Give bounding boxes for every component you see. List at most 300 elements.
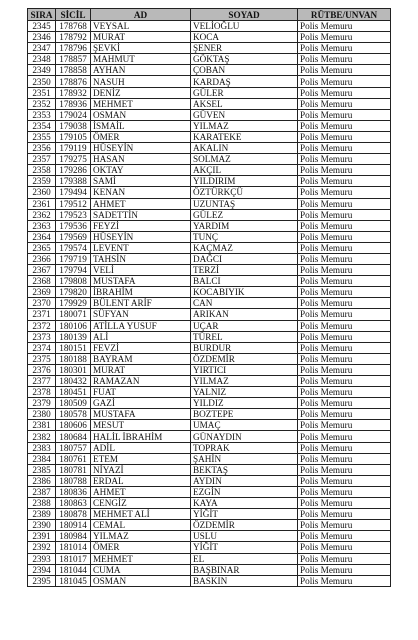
sira-cell: 2390 [28,520,56,531]
table-row [28,76,391,87]
rutbe-cell: Polis Memuru [298,309,391,320]
table-row [28,364,391,375]
ad-cell: ADİL [91,442,191,453]
table-row [28,464,391,475]
sicil-cell: 181014 [56,542,91,553]
ad-cell: MESUT [91,420,191,431]
table-row [28,65,391,76]
sicil-cell: 179808 [56,276,91,287]
table-row [28,21,391,32]
sira-cell: 2363 [28,220,56,231]
sicil-cell: 180301 [56,364,91,375]
sira-cell: 2377 [28,376,56,387]
soyad-cell: YARDIM [191,220,298,231]
personnel-table [27,8,391,587]
soyad-cell: AYDIN [191,475,298,486]
sicil-cell: 179536 [56,220,91,231]
sira-cell: 2352 [28,98,56,109]
header-rutbe-unvan: RÜTBE/UNVAN [298,9,391,21]
rutbe-cell: Polis Memuru [298,353,391,364]
soyad-cell: BAŞBINAR [191,564,298,575]
rutbe-cell: Polis Memuru [298,553,391,564]
soyad-cell: KOCABIYIK [191,287,298,298]
soyad-cell: CAN [191,298,298,309]
soyad-cell: YIRTICI [191,364,298,375]
header-soyad: SOYAD [191,9,298,21]
rutbe-cell: Polis Memuru [298,154,391,165]
header-row [28,9,391,21]
sicil-cell: 180984 [56,531,91,542]
sira-cell: 2365 [28,242,56,253]
table-row [28,43,391,54]
sira-cell: 2380 [28,409,56,420]
ad-cell: HALİL İBRAHİM [91,431,191,442]
soyad-cell: EL [191,553,298,564]
rutbe-cell: Polis Memuru [298,65,391,76]
sira-cell: 2366 [28,253,56,264]
rutbe-cell: Polis Memuru [298,287,391,298]
table-row [28,198,391,209]
sicil-cell: 180578 [56,409,91,420]
soyad-cell: BEKTAŞ [191,464,298,475]
sicil-cell: 180151 [56,342,91,353]
sira-cell: 2348 [28,54,56,65]
ad-cell: ÖMER [91,131,191,142]
table-row [28,398,391,409]
sicil-cell: 178857 [56,54,91,65]
ad-cell: OSMAN [91,575,191,586]
sira-cell: 2367 [28,265,56,276]
table-row [28,564,391,575]
rutbe-cell: Polis Memuru [298,376,391,387]
ad-cell: ALİ [91,331,191,342]
table-row [28,453,391,464]
table-row [28,253,391,264]
sira-cell: 2378 [28,387,56,398]
rutbe-cell: Polis Memuru [298,176,391,187]
sicil-cell: 179569 [56,231,91,242]
rutbe-cell: Polis Memuru [298,209,391,220]
rutbe-cell: Polis Memuru [298,276,391,287]
sira-cell: 2388 [28,498,56,509]
sicil-cell: 181045 [56,575,91,586]
rutbe-cell: Polis Memuru [298,242,391,253]
sicil-cell: 178792 [56,32,91,43]
sira-cell: 2361 [28,198,56,209]
soyad-cell: VELİOĞLU [191,21,298,32]
table-row [28,553,391,564]
soyad-cell: ŞENER [191,43,298,54]
sira-cell: 2351 [28,87,56,98]
sicil-cell: 179719 [56,253,91,264]
header-sira: SIRA [28,9,56,21]
ad-cell: FUAT [91,387,191,398]
table-row [28,120,391,131]
rutbe-cell: Polis Memuru [298,320,391,331]
sicil-cell: 178936 [56,98,91,109]
sicil-cell: 179119 [56,143,91,154]
sicil-cell: 180684 [56,431,91,442]
rutbe-cell: Polis Memuru [298,298,391,309]
soyad-cell: GÜNAYDIN [191,431,298,442]
rutbe-cell: Polis Memuru [298,143,391,154]
ad-cell: VELİ [91,265,191,276]
sicil-cell: 180836 [56,486,91,497]
soyad-cell: BALCI [191,276,298,287]
sicil-cell: 180863 [56,498,91,509]
sicil-cell: 181017 [56,553,91,564]
soyad-cell: YILDIRIM [191,176,298,187]
ad-cell: HASAN [91,154,191,165]
table-row [28,231,391,242]
rutbe-cell: Polis Memuru [298,442,391,453]
rutbe-cell: Polis Memuru [298,409,391,420]
soyad-cell: KAYA [191,498,298,509]
sira-cell: 2345 [28,21,56,32]
table-row [28,98,391,109]
table-row [28,342,391,353]
table-row [28,242,391,253]
soyad-cell: ÇOBAN [191,65,298,76]
rutbe-cell: Polis Memuru [298,98,391,109]
soyad-cell: BOZTEPE [191,409,298,420]
sira-cell: 2359 [28,176,56,187]
sira-cell: 2384 [28,453,56,464]
ad-cell: MAHMUT [91,54,191,65]
soyad-cell: TUNÇ [191,231,298,242]
soyad-cell: YALNIZ [191,387,298,398]
rutbe-cell: Polis Memuru [298,32,391,43]
sira-cell: 2375 [28,353,56,364]
sira-cell: 2374 [28,342,56,353]
sira-cell: 2382 [28,431,56,442]
header-sicil: SİCİL [56,9,91,21]
soyad-cell: GÖKTAŞ [191,54,298,65]
soyad-cell: TÜREL [191,331,298,342]
sira-cell: 2393 [28,553,56,564]
sicil-cell: 180139 [56,331,91,342]
table-row [28,87,391,98]
soyad-cell: GÜLEZ [191,209,298,220]
ad-cell: TAHSİN [91,253,191,264]
sicil-cell: 180106 [56,320,91,331]
soyad-cell: TERZİ [191,265,298,276]
table-row [28,54,391,65]
sira-cell: 2347 [28,43,56,54]
table-row [28,187,391,198]
ad-cell: MEHMET [91,553,191,564]
rutbe-cell: Polis Memuru [298,187,391,198]
soyad-cell: UZUNTAŞ [191,198,298,209]
ad-cell: CUMA [91,564,191,575]
sira-cell: 2362 [28,209,56,220]
soyad-cell: KAÇMAZ [191,242,298,253]
table-row [28,176,391,187]
ad-cell: MUSTAFA [91,409,191,420]
ad-cell: ŞEVKİ [91,43,191,54]
ad-cell: İSMAİL [91,120,191,131]
sira-cell: 2356 [28,143,56,154]
sira-cell: 2369 [28,287,56,298]
sicil-cell: 178858 [56,65,91,76]
header-ad: AD [91,9,191,21]
rutbe-cell: Polis Memuru [298,364,391,375]
sira-cell: 2385 [28,464,56,475]
ad-cell: AHMET [91,198,191,209]
sira-cell: 2379 [28,398,56,409]
ad-cell: SAMİ [91,176,191,187]
sicil-cell: 180878 [56,509,91,520]
ad-cell: AYHAN [91,65,191,76]
rutbe-cell: Polis Memuru [298,21,391,32]
soyad-cell: AKSEL [191,98,298,109]
sicil-cell: 180451 [56,387,91,398]
table-row [28,265,391,276]
ad-cell: FEVZİ [91,342,191,353]
soyad-cell: KARDAŞ [191,76,298,87]
ad-cell: ERDAL [91,475,191,486]
table-body [28,21,391,587]
soyad-cell: SOLMAZ [191,154,298,165]
sira-cell: 2353 [28,109,56,120]
sicil-cell: 179494 [56,187,91,198]
sicil-cell: 180188 [56,353,91,364]
soyad-cell: YILMAZ [191,376,298,387]
soyad-cell: KOCA [191,32,298,43]
sira-cell: 2360 [28,187,56,198]
sira-cell: 2349 [28,65,56,76]
soyad-cell: UMAÇ [191,420,298,431]
sicil-cell: 179512 [56,198,91,209]
table-row [28,531,391,542]
ad-cell: CEMAL [91,520,191,531]
table-row [28,276,391,287]
table-header [28,9,391,21]
sira-cell: 2392 [28,542,56,553]
ad-cell: SADETTİN [91,209,191,220]
table-row [28,520,391,531]
rutbe-cell: Polis Memuru [298,43,391,54]
ad-cell: ETEM [91,453,191,464]
table-row [28,32,391,43]
rutbe-cell: Polis Memuru [298,498,391,509]
table-row [28,376,391,387]
ad-cell: BAYRAM [91,353,191,364]
rutbe-cell: Polis Memuru [298,398,391,409]
ad-cell: MUSTAFA [91,276,191,287]
sira-cell: 2391 [28,531,56,542]
soyad-cell: YILDIZ [191,398,298,409]
sicil-cell: 180757 [56,442,91,453]
sira-cell: 2346 [28,32,56,43]
soyad-cell: UÇAR [191,320,298,331]
soyad-cell: BASKIN [191,575,298,586]
ad-cell: KENAN [91,187,191,198]
sira-cell: 2386 [28,475,56,486]
sicil-cell: 179105 [56,131,91,142]
rutbe-cell: Polis Memuru [298,76,391,87]
sira-cell: 2394 [28,564,56,575]
sira-cell: 2357 [28,154,56,165]
ad-cell: MEHMET ALİ [91,509,191,520]
sicil-cell: 180606 [56,420,91,431]
soyad-cell: DAĞCI [191,253,298,264]
sira-cell: 2350 [28,76,56,87]
sicil-cell: 181044 [56,564,91,575]
ad-cell: MEHMET [91,98,191,109]
sicil-cell: 180761 [56,453,91,464]
ad-cell: MURAT [91,364,191,375]
table-row [28,165,391,176]
table-row [28,298,391,309]
ad-cell: VEYSAL [91,21,191,32]
ad-cell: RAMAZAN [91,376,191,387]
table-row [28,575,391,586]
sicil-cell: 179523 [56,209,91,220]
sicil-cell: 180432 [56,376,91,387]
soyad-cell: YİĞİT [191,509,298,520]
table-row [28,109,391,120]
soyad-cell: AKÇIL [191,165,298,176]
sira-cell: 2381 [28,420,56,431]
table-row [28,387,391,398]
sira-cell: 2368 [28,276,56,287]
sira-cell: 2389 [28,509,56,520]
rutbe-cell: Polis Memuru [298,564,391,575]
soyad-cell: KARATEKE [191,131,298,142]
sira-cell: 2354 [28,120,56,131]
sicil-cell: 178932 [56,87,91,98]
rutbe-cell: Polis Memuru [298,87,391,98]
sicil-cell: 179929 [56,298,91,309]
sicil-cell: 180788 [56,475,91,486]
sicil-cell: 178876 [56,76,91,87]
ad-cell: AHMET [91,486,191,497]
table-row [28,331,391,342]
soyad-cell: ARIKAN [191,309,298,320]
soyad-cell: YİĞİT [191,542,298,553]
ad-cell: NİYAZİ [91,464,191,475]
rutbe-cell: Polis Memuru [298,531,391,542]
table-row [28,409,391,420]
ad-cell: NASUH [91,76,191,87]
rutbe-cell: Polis Memuru [298,131,391,142]
table-row [28,431,391,442]
rutbe-cell: Polis Memuru [298,520,391,531]
soyad-cell: EZGİN [191,486,298,497]
sicil-cell: 179574 [56,242,91,253]
soyad-cell: ŞAHİN [191,453,298,464]
soyad-cell: YILMAZ [191,120,298,131]
ad-cell: ATİLLA YUSUF [91,320,191,331]
table-row [28,320,391,331]
rutbe-cell: Polis Memuru [298,420,391,431]
ad-cell: YILMAZ [91,531,191,542]
rutbe-cell: Polis Memuru [298,265,391,276]
sira-cell: 2364 [28,231,56,242]
rutbe-cell: Polis Memuru [298,253,391,264]
sira-cell: 2383 [28,442,56,453]
table-row [28,309,391,320]
soyad-cell: ÖZTÜRKÇÜ [191,187,298,198]
rutbe-cell: Polis Memuru [298,431,391,442]
soyad-cell: USLU [191,531,298,542]
table-row [28,509,391,520]
sicil-cell: 179275 [56,154,91,165]
soyad-cell: ÖZDEMİR [191,353,298,364]
rutbe-cell: Polis Memuru [298,509,391,520]
rutbe-cell: Polis Memuru [298,486,391,497]
sicil-cell: 178796 [56,43,91,54]
rutbe-cell: Polis Memuru [298,464,391,475]
ad-cell: HÜSEYİN [91,231,191,242]
soyad-cell: BURDUR [191,342,298,353]
rutbe-cell: Polis Memuru [298,54,391,65]
rutbe-cell: Polis Memuru [298,475,391,486]
sicil-cell: 179024 [56,109,91,120]
rutbe-cell: Polis Memuru [298,231,391,242]
table-row [28,353,391,364]
sira-cell: 2371 [28,309,56,320]
ad-cell: ÖMER [91,542,191,553]
table-row [28,209,391,220]
sira-cell: 2370 [28,298,56,309]
sira-cell: 2387 [28,486,56,497]
rutbe-cell: Polis Memuru [298,220,391,231]
ad-cell: LEVENT [91,242,191,253]
sicil-cell: 179388 [56,176,91,187]
sicil-cell: 180914 [56,520,91,531]
sira-cell: 2358 [28,165,56,176]
rutbe-cell: Polis Memuru [298,542,391,553]
rutbe-cell: Polis Memuru [298,120,391,131]
ad-cell: DENİZ [91,87,191,98]
ad-cell: HÜSEYİN [91,143,191,154]
table-row [28,287,391,298]
sicil-cell: 178768 [56,21,91,32]
table-row [28,498,391,509]
sira-cell: 2355 [28,131,56,142]
table-row [28,143,391,154]
sira-cell: 2376 [28,364,56,375]
rutbe-cell: Polis Memuru [298,109,391,120]
table-row [28,442,391,453]
rutbe-cell: Polis Memuru [298,198,391,209]
table-row [28,420,391,431]
soyad-cell: TOPRAK [191,442,298,453]
table-row [28,154,391,165]
rutbe-cell: Polis Memuru [298,331,391,342]
sira-cell: 2372 [28,320,56,331]
ad-cell: SÜFYAN [91,309,191,320]
rutbe-cell: Polis Memuru [298,575,391,586]
rutbe-cell: Polis Memuru [298,165,391,176]
ad-cell: CENGİZ [91,498,191,509]
sicil-cell: 180071 [56,309,91,320]
ad-cell: MURAT [91,32,191,43]
table-row [28,542,391,553]
rutbe-cell: Polis Memuru [298,387,391,398]
soyad-cell: GÜLER [191,87,298,98]
table-row [28,475,391,486]
sicil-cell: 180781 [56,464,91,475]
table-row [28,220,391,231]
rutbe-cell: Polis Memuru [298,342,391,353]
ad-cell: GAZİ [91,398,191,409]
soyad-cell: GÜVEN [191,109,298,120]
sira-cell: 2395 [28,575,56,586]
rutbe-cell: Polis Memuru [298,453,391,464]
